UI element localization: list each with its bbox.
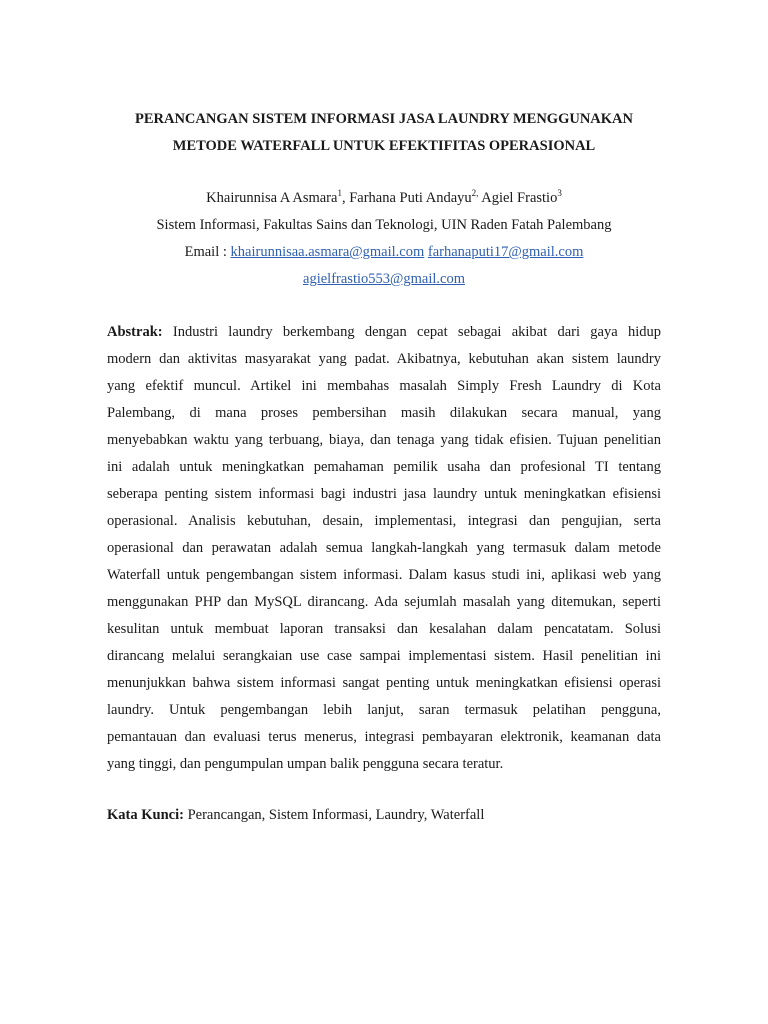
- author-name-2: Farhana Puti Andayu: [349, 190, 472, 206]
- abstract-line: pemantauan dan evaluasi terus menerus, integrasi pembayaran elektronik, keamanan data: [107, 729, 661, 745]
- author-affil-1: 1: [337, 188, 342, 198]
- title-line-2: METODE WATERFALL UNTUK EFEKTIFITAS OPERASIONAL: [172, 138, 596, 154]
- abstract-line: dirancang melalui serangkaian use case sampai implementasi sistem. Hasil penelitian ini: [107, 648, 661, 664]
- title-line-1: PERANCANGAN SISTEM INFORMASI JASA LAUNDRY MENGGUNAKAN: [134, 111, 634, 127]
- author-sep-1: ,: [341, 190, 350, 206]
- abstract-line: menggunakan PHP dan MySQL dirancang. Ada sejumlah masalah yang ditemukan, seperti: [107, 594, 661, 610]
- keywords: [107, 802, 661, 829]
- email-link-2[interactable]: farhanaputi17@gmail.com: [427, 244, 584, 260]
- author-affil-2: 2,: [471, 188, 479, 198]
- abstract: [107, 319, 661, 778]
- keywords-label: Kata Kunci:: [107, 807, 184, 823]
- author-affil-3: 3: [557, 188, 562, 198]
- author-name-1: Khairunnisa A Asmara: [206, 190, 338, 206]
- abstract-line: menunjukkan bahwa sistem informasi sangat penting untuk meningkatkan efisiensi operasi: [107, 675, 661, 691]
- abstract-label: Abstrak:: [107, 324, 163, 340]
- keywords-text: Perancangan, Sistem Informasi, Laundry, Waterfall: [183, 807, 485, 823]
- email-line-2: [80, 266, 688, 293]
- abstract-text: Industri laundry berkembang dengan cepat sebagai akibat dari gaya hidup: [162, 324, 661, 340]
- email-line: [80, 239, 688, 266]
- author-name-3: Agiel Frastio: [481, 190, 558, 206]
- abstract-line: yang tinggi, dan pengumpulan umpan balik pengguna secara teratur.: [107, 756, 504, 772]
- abstract-line: kesulitan untuk membuat laporan transaksi dan kesalahan dalam pencatatam. Solusi: [107, 621, 661, 637]
- abstract-line: Palembang, di mana proses pembersihan masih dilakukan secara manual, yang: [107, 405, 661, 421]
- email-link-3[interactable]: agielfrastio553@gmail.com: [303, 271, 465, 287]
- abstract-line: [107, 319, 661, 346]
- abstract-line: yang efektif muncul. Artikel ini membahas masalah Simply Fresh Laundry di Kota: [107, 378, 661, 394]
- abstract-line: ini adalah untuk meningkatkan pemahaman pemilik usaha dan profesional TI tentang: [107, 459, 661, 475]
- author-list: [80, 185, 688, 212]
- paper-title: [100, 106, 668, 160]
- abstract-line: laundry. Untuk pengembangan lebih lanjut, saran termasuk pelatihan pengguna,: [107, 702, 661, 718]
- abstract-line: modern dan aktivitas masyarakat yang padat. Akibatnya, kebutuhan akan sistem laundry: [107, 351, 661, 367]
- email-link-1[interactable]: khairunnisaa.asmara@gmail.com: [230, 244, 425, 260]
- abstract-line: operasional dan perawatan adalah semua langkah-langkah yang termasuk dalam metode: [107, 540, 661, 556]
- abstract-line: seberapa penting sistem informasi bagi industri jasa laundry untuk meningkatkan efisiensi: [107, 486, 661, 502]
- affiliation: Sistem Informasi, Fakultas Sains dan Teknologi, UIN Raden Fatah Palembang: [156, 217, 612, 233]
- author-block: [80, 185, 688, 293]
- abstract-line: Waterfall untuk pengembangan sistem informasi. Dalam kasus studi ini, aplikasi web yang: [107, 567, 661, 583]
- email-label: Email :: [184, 244, 231, 260]
- abstract-line: menyebabkan waktu yang terbuang, biaya, dan tenaga yang tidak efisien. Tujuan penelitian: [107, 432, 661, 448]
- abstract-line: operasional. Analisis kebutuhan, desain, implementasi, integrasi dan pengujian, serta: [107, 513, 661, 529]
